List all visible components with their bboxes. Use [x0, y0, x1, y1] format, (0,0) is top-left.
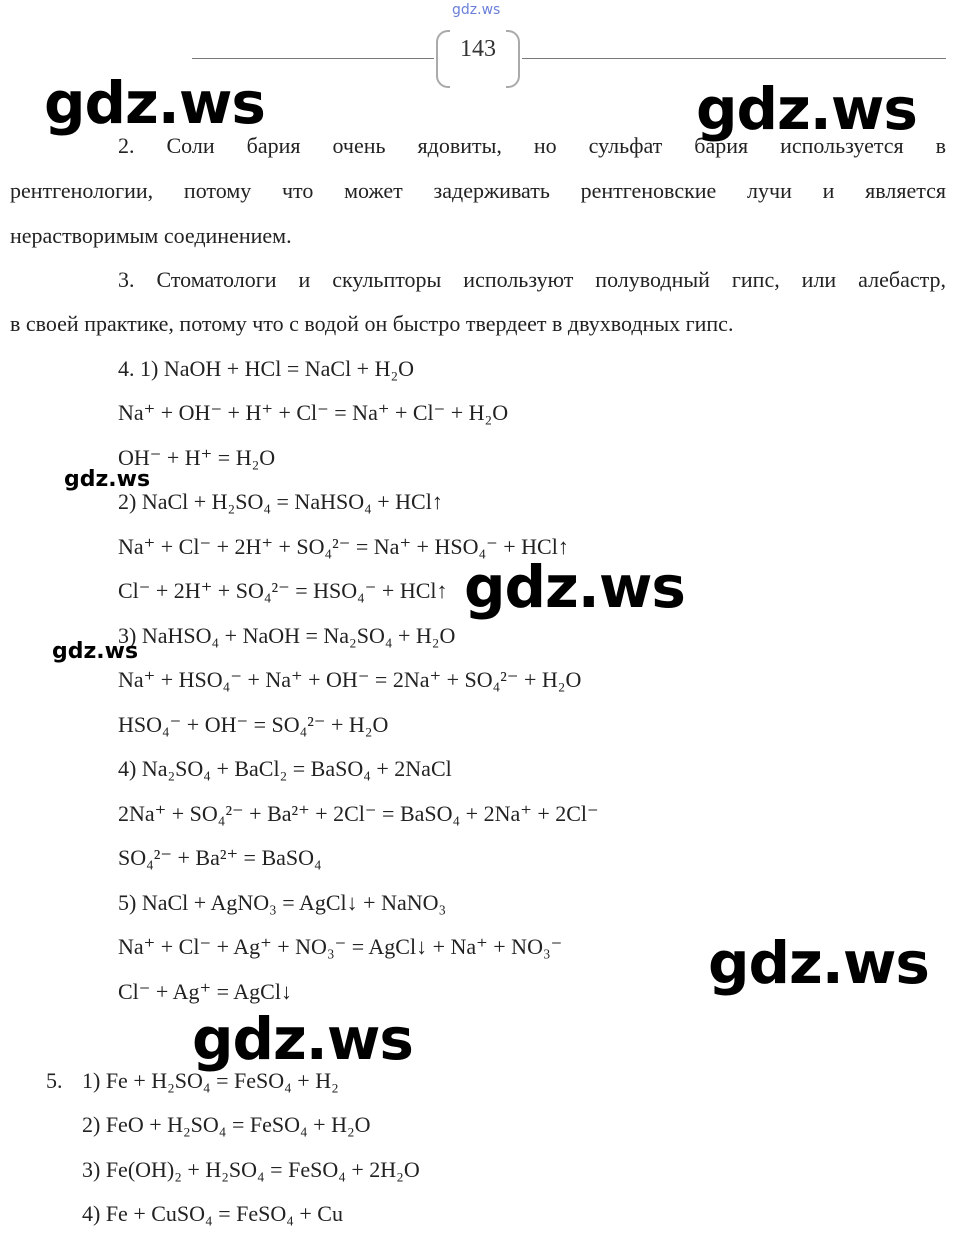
- section-5-item: 1) Fe + H₂SO₄ = FeSO₄ + H₂: [82, 1068, 339, 1093]
- section-5-item: 4) Fe + CuSO₄ = FeSO₄ + Cu: [82, 1201, 343, 1226]
- paragraph-2-line-1: 2. Соли бария очень ядовиты, но сульфат бария используется в: [118, 133, 946, 158]
- equation-line: Na⁺ + OH⁻ + H⁺ + Cl⁻ = Na⁺ + Cl⁻ + H₂O: [118, 400, 509, 425]
- watermark-logo: gdz.ws: [44, 69, 265, 137]
- paragraph-3-line-1: 3. Стоматологи и скульпторы используют полуводный гипс, или алебастр,: [118, 267, 946, 292]
- equation-line: HSO₄⁻ + OH⁻ = SO₄²⁻ + H₂O: [118, 712, 389, 737]
- watermark-logo: gdz.ws: [464, 553, 685, 621]
- watermark-logo: gdz.ws: [708, 929, 929, 997]
- equation-line: 2Na⁺ + SO₄²⁻ + Ba²⁺ + 2Cl⁻ = BaSO₄ + 2Na⁺ + 2Cl⁻: [118, 801, 599, 826]
- equation-line: Cl⁻ + 2H⁺ + SO₄²⁻ = HSO₄⁻ + HCl↑: [118, 578, 448, 603]
- equation-line: 2) NaCl + H₂SO₄ = NaHSO₄ + HCl↑: [118, 489, 443, 514]
- page-number: 143: [460, 36, 496, 62]
- page-number-box: [434, 28, 522, 88]
- section-5-number: 5.: [46, 1068, 63, 1093]
- site-watermark-small: gdz.ws: [452, 2, 501, 18]
- equation-line: OH⁻ + H⁺ = H₂O: [118, 445, 276, 470]
- equation-line: 4) Na₂SO₄ + BaCl₂ = BaSO₄ + 2NaCl: [118, 756, 452, 781]
- equation-line: Na⁺ + HSO₄⁻ + Na⁺ + OH⁻ = 2Na⁺ + SO₄²⁻ + H₂O: [118, 667, 582, 692]
- paragraph-3-line-2: в своей практике, потому что с водой он быстро твердеет в двухводных гипс.: [10, 311, 734, 336]
- equation-line: 5) NaCl + AgNO₃ = AgCl↓ + NaNO₃: [118, 890, 447, 915]
- watermark-logo: gdz.ws: [696, 75, 917, 143]
- equation-line: Cl⁻ + Ag⁺ = AgCl↓: [118, 979, 292, 1004]
- watermark-logo: gdz.ws: [52, 639, 139, 664]
- paragraph-2-line-2: рентгенологии, потому что может задерживать рентгеновские лучи и является: [10, 178, 946, 203]
- watermark-logo: gdz.ws: [64, 467, 151, 492]
- equation-line: Na⁺ + Cl⁻ + Ag⁺ + NO₃⁻ = AgCl↓ + Na⁺ + NO₃⁻: [118, 934, 563, 959]
- section-5-item: 3) Fe(OH)₂ + H₂SO₄ = FeSO₄ + 2H₂O: [82, 1157, 420, 1182]
- header-rule-left: [192, 58, 434, 59]
- section-5-item: 2) FeO + H₂SO₄ = FeSO₄ + H₂O: [82, 1112, 371, 1137]
- equation-line: SO₄²⁻ + Ba²⁺ = BaSO₄: [118, 845, 322, 870]
- equation-line: 3) NaHSO₄ + NaOH = Na₂SO₄ + H₂O: [118, 623, 456, 648]
- header-rule-right: [522, 58, 946, 59]
- paragraph-2-line-3: нерастворимым соединением.: [10, 223, 292, 248]
- equation-line: Na⁺ + Cl⁻ + 2H⁺ + SO₄²⁻ = Na⁺ + HSO₄⁻ + HCl↑: [118, 534, 569, 559]
- equation-line: 4. 1) NaOH + HCl = NaCl + H₂O: [118, 356, 415, 381]
- watermark-logo: gdz.ws: [192, 1005, 413, 1073]
